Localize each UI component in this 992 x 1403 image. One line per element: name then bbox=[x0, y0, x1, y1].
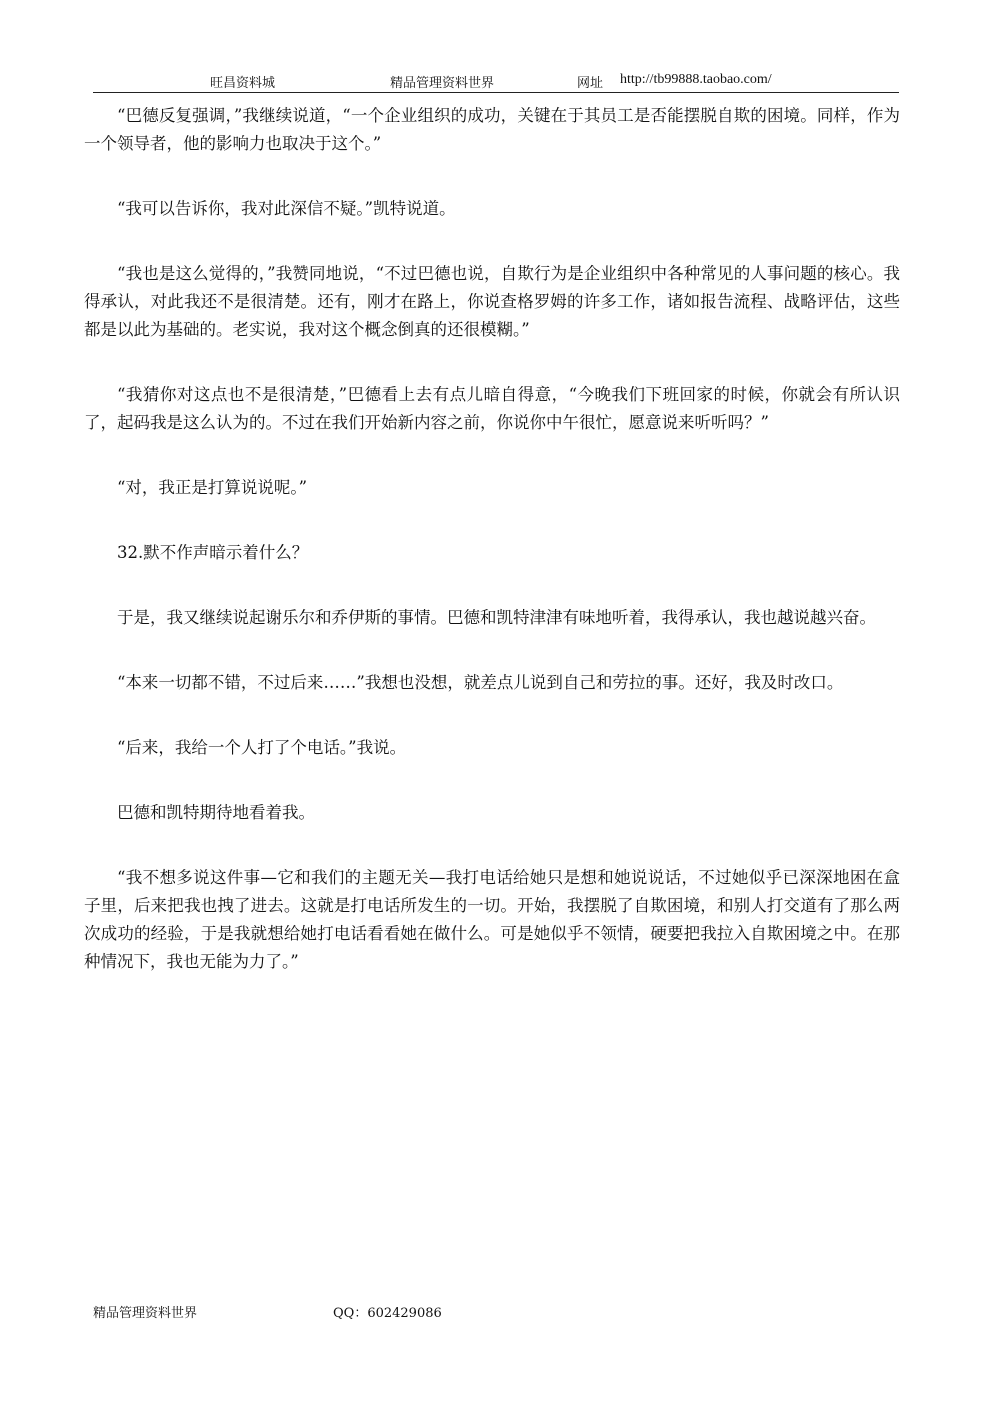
footer-qq: QQ：602429086 bbox=[333, 1306, 442, 1321]
footer-brand: 精品管理资料世界 bbox=[93, 1306, 198, 1321]
paragraph: 于是，我又继续说起谢乐尔和乔伊斯的事情。巴德和凯特津津有味地听着，我得承认，我也越说越兴奋。 bbox=[117, 608, 876, 627]
paragraph: “本来一切都不错，不过后来……”我想也没想，就差点儿说到自己和劳拉的事。还好，我及时改口。 bbox=[117, 673, 844, 692]
header-url-label: 网址 bbox=[577, 76, 604, 91]
header-url-link[interactable]: http://tb99888.taobao.com/ bbox=[620, 72, 772, 87]
paragraph: “对，我正是打算说说呢。” bbox=[117, 478, 308, 497]
section-heading: 32.默不作声暗示着什么？ bbox=[117, 543, 309, 562]
header-site-name: 旺昌资料城 bbox=[210, 76, 276, 91]
paragraph: “我猜你对这点也不是很清楚，”巴德看上去有点儿暗自得意，“今晚我们下班回家的时候，你就会有所认识了，起码我是这么认为的。不过在我们开始新内容之前，你说你中午很忙，愿意说来听听吗？” bbox=[84, 385, 900, 432]
page-header bbox=[93, 70, 899, 93]
paragraph: 巴德和凯特期待地看着我。 bbox=[117, 803, 315, 822]
header-brand: 精品管理资料世界 bbox=[390, 76, 495, 91]
paragraph: “巴德反复强调，”我继续说道，“一个企业组织的成功，关键在于其员工是否能摆脱自欺的困境。同样，作为一个领导者，他的影响力也取决于这个。” bbox=[84, 106, 900, 153]
paragraph: “我也是这么觉得的，”我赞同地说，“不过巴德也说，自欺行为是企业组织中各种常见的人事问题的核心。我得承认，对此我还不是很清楚。还有，刚才在路上，你说查格罗姆的许多工作，诸如报告流程、战略评估，这些都是以此为基础的。老实说，我对这个概念倒真的还很模糊。” bbox=[84, 264, 900, 339]
page-footer bbox=[93, 1302, 899, 1322]
paragraph: “我可以告诉你，我对此深信不疑。”凯特说道。 bbox=[117, 199, 456, 218]
document-body bbox=[84, 102, 900, 1013]
paragraph: “我不想多说这件事—它和我们的主题无关—我打电话给她只是想和她说说话，不过她似乎已深深地困在盒子里，后来把我也拽了进去。这就是打电话所发生的一切。开始，我摆脱了自欺困境，和别人打交道有了那么两次成功的经验，于是我就想给她打电话看看她在做什么。可是她似乎不领情，硬要把我拉入自欺困境之中。在那种情况下，我也无能为力了。” bbox=[84, 868, 900, 971]
paragraph: “后来，我给一个人打了个电话。”我说。 bbox=[117, 738, 407, 757]
